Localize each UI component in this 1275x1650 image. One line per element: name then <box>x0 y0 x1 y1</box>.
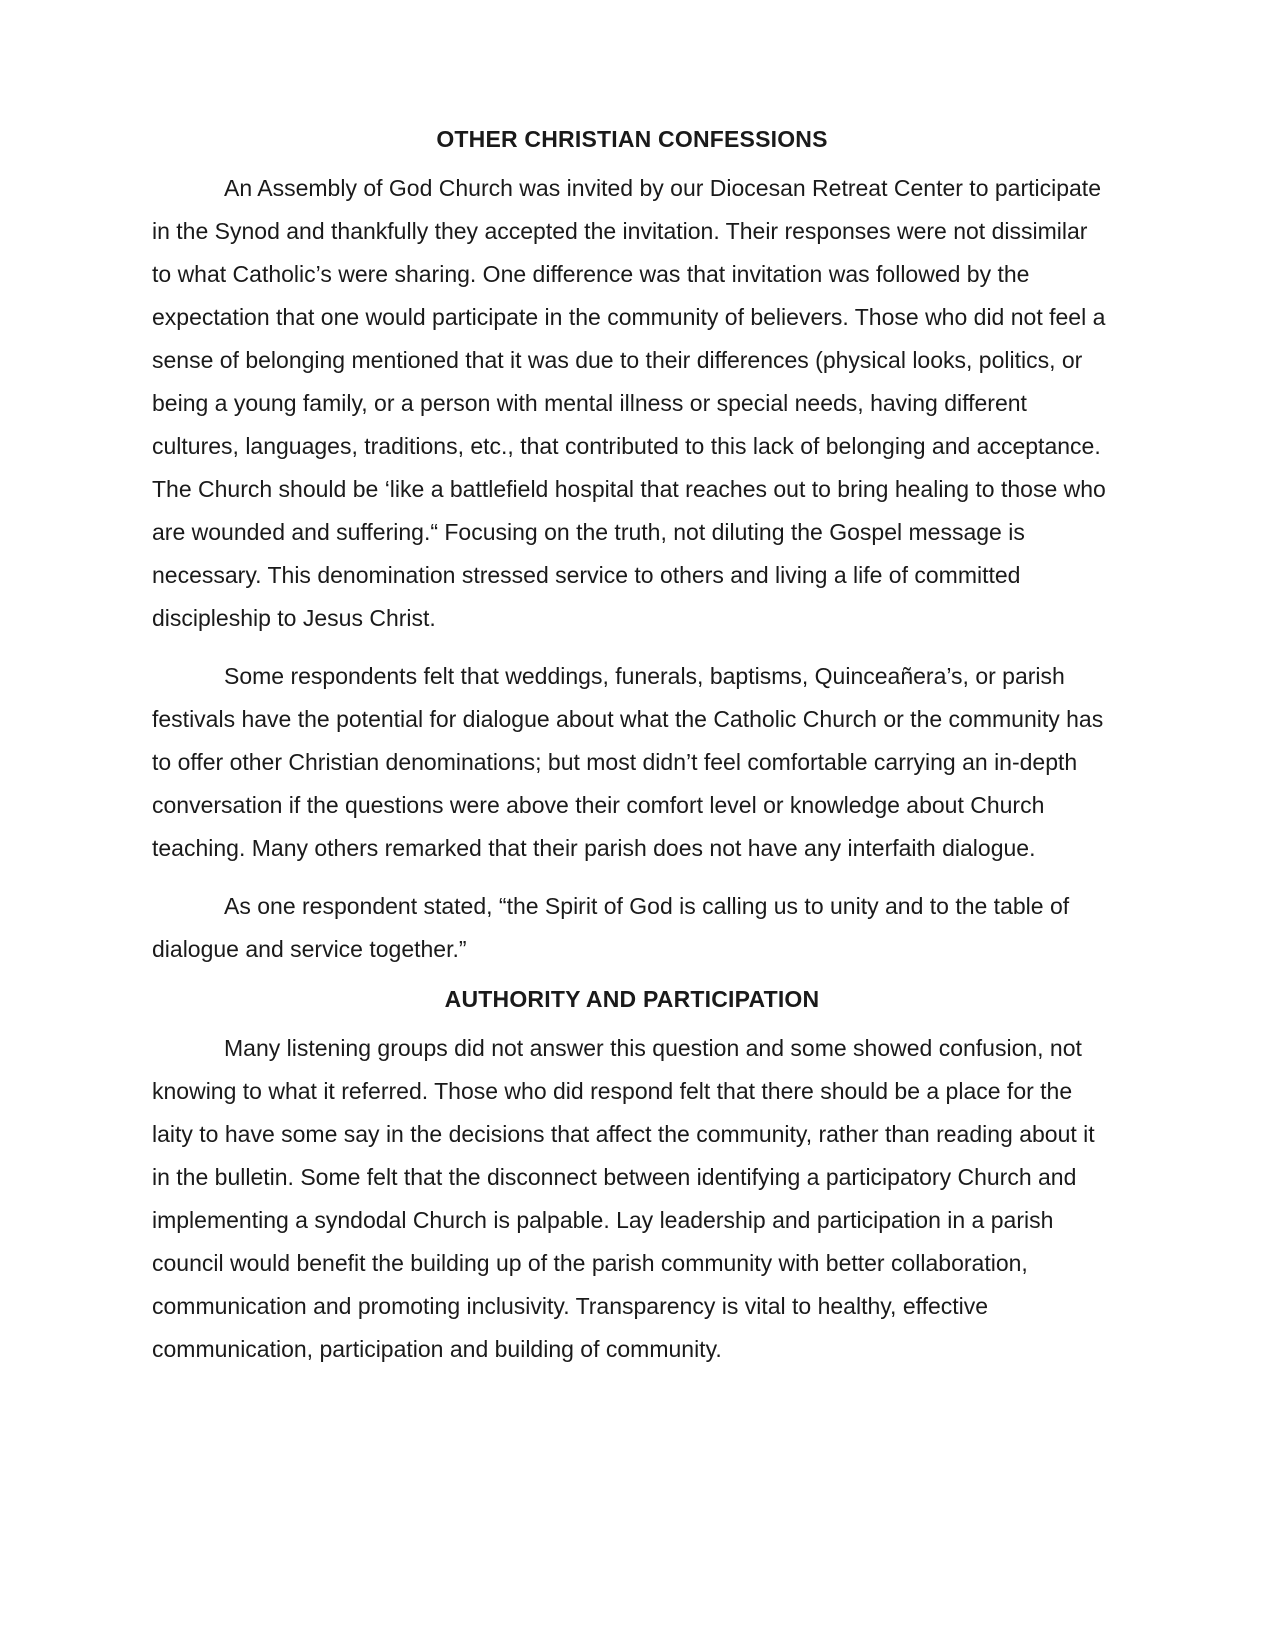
paragraph-some-respondents: Some respondents felt that weddings, funerals, baptisms, Quinceañera’s, or parish festivals have the potential for dialogue about what the Catholic Church or the community has to offer other Christian denominations; but most didn’t feel comfortable carrying an in-depth conversation if the questions were above their comfort level or knowledge about Church teaching. Many others remarked that their parish does not have any interfaith dialogue. <box>152 663 1104 861</box>
section-heading-other-christian-confessions: OTHER CHRISTIAN CONFESSIONS <box>436 126 828 152</box>
paragraph-one-respondent-quote: As one respondent stated, “the Spirit of God is calling us to unity and to the table of dialogue and service together.” <box>152 893 1070 962</box>
document-page <box>152 126 1112 1371</box>
section-heading-authority-and-participation: AUTHORITY AND PARTICIPATION <box>444 986 820 1012</box>
paragraph-listening-groups: Many listening groups did not answer this question and some showed confusion, not knowing to what it referred. Those who did respond felt that there should be a place for the laity to have some say in the decisions that affect the community, rather than reading about it in the bulletin. Some felt that the disconnect between identifying a participatory Church and implementing a syndodal Church is palpable. Lay leadership and participation in a parish council would benefit the building up of the parish community with better collaboration, communication and promoting inclusivity. Transparency is vital to healthy, effective communication, participation and building of community. <box>152 1035 1095 1362</box>
paragraph-assembly-of-god: An Assembly of God Church was invited by our Diocesan Retreat Center to participate in the Synod and thankfully they accepted the invitation. Their responses were not dissimilar to what Catholic’s were sharing. One difference was that invitation was followed by the expectation that one would participate in the community of believers. Those who did not feel a sense of belonging mentioned that it was due to their differences (physical looks, politics, or being a young family, or a person with mental illness or special needs, having different cultures, languages, traditions, etc., that contributed to this lack of belonging and acceptance. The Church should be ‘like a battlefield hospital that reaches out to bring healing to those who are wounded and suffering.“ Focusing on the truth, not diluting the Gospel message is necessary. This denomination stressed service to others and living a life of committed discipleship to Jesus Christ. <box>152 175 1106 631</box>
